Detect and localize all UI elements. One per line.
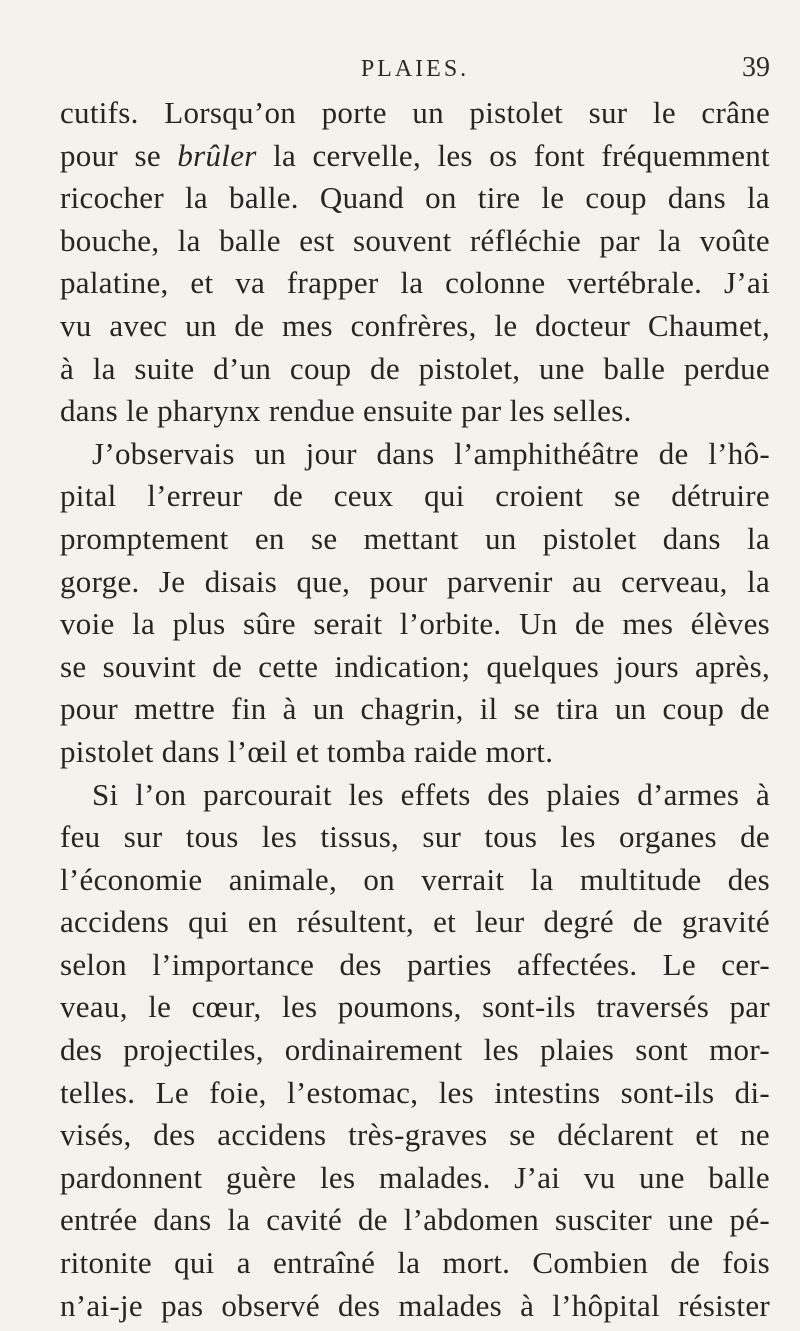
text-line: ricocher la balle. Quand on tire le coup dans la [60, 180, 770, 216]
italic-word: brûler [177, 137, 257, 173]
text-line: selon l’importance des parties affectées. Le cer- [60, 946, 770, 982]
text-line: pistolet dans l’œil et tomba raide mort. [60, 733, 554, 769]
text-line: visés, des accidens très-graves se déclarent et ne [60, 1117, 770, 1153]
text-fragment: la cervelle, les os font fréquemment [273, 137, 770, 173]
text-line: ritonite qui a entraîné la mort. Combien de fois [60, 1245, 770, 1281]
text-line: veau, le cœur, les poumons, sont-ils traversés par [60, 989, 770, 1025]
text-line: vu avec un de mes confrères, le docteur Chaumet, [60, 307, 770, 343]
text-line: dans le pharynx rendue ensuite par les selles. [60, 393, 632, 429]
text-line: se souvint de cette indication; quelques jours après, [60, 648, 770, 684]
text-line: cutifs. Lorsqu’on porte un pistolet sur le crâne [60, 95, 770, 130]
text-line: Si l’on parcourait les effets des plaies d’armes à [92, 776, 770, 812]
text-line: J’observais un jour dans l’amphithéâtre de l’hô- [92, 435, 770, 471]
text-line: palatine, et va frapper la colonne vertébrale. J’ai [60, 265, 770, 301]
text-line [60, 135, 770, 178]
text-line: des projectiles, ordinairement les plaies sont mor- [60, 1032, 770, 1068]
text-line: promptement en se mettant un pistolet dans la [60, 520, 770, 556]
text-line: pardonnent guère les malades. J’ai vu une balle [60, 1159, 770, 1195]
text-line: telles. Le foie, l’estomac, les intestins sont-ils di- [60, 1074, 770, 1110]
text-line: gorge. Je disais que, pour parvenir au cerveau, la [60, 563, 770, 599]
text-fragment: pour se [60, 137, 161, 173]
text-line: n’ai-je pas observé des malades à l’hôpital résister [60, 1287, 770, 1323]
text-line: à la suite d’un coup de pistolet, une balle perdue [60, 350, 770, 386]
page-number: 39 [742, 52, 770, 83]
text-line: pital l’erreur de ceux qui croient se détruire [60, 478, 770, 514]
text-line: entrée dans la cavité de l’abdomen susciter une pé- [60, 1202, 770, 1238]
text-line: feu sur tous les tissus, sur tous les organes de [60, 819, 770, 855]
body-text [60, 92, 770, 1327]
text-line: accidens qui en résultent, et leur degré de gravité [60, 904, 770, 940]
text-line: pour mettre fin à un chagrin, il se tira un coup de [60, 691, 770, 727]
running-title: PLAIES. [360, 56, 470, 82]
text-line: voie la plus sûre serait l’orbite. Un de mes élèves [60, 606, 770, 642]
text-line: bouche, la balle est souvent réfléchie par la voûte [60, 222, 770, 258]
text-line: l’économie animale, on verrait la multitude des [60, 861, 770, 897]
running-head [60, 52, 770, 96]
